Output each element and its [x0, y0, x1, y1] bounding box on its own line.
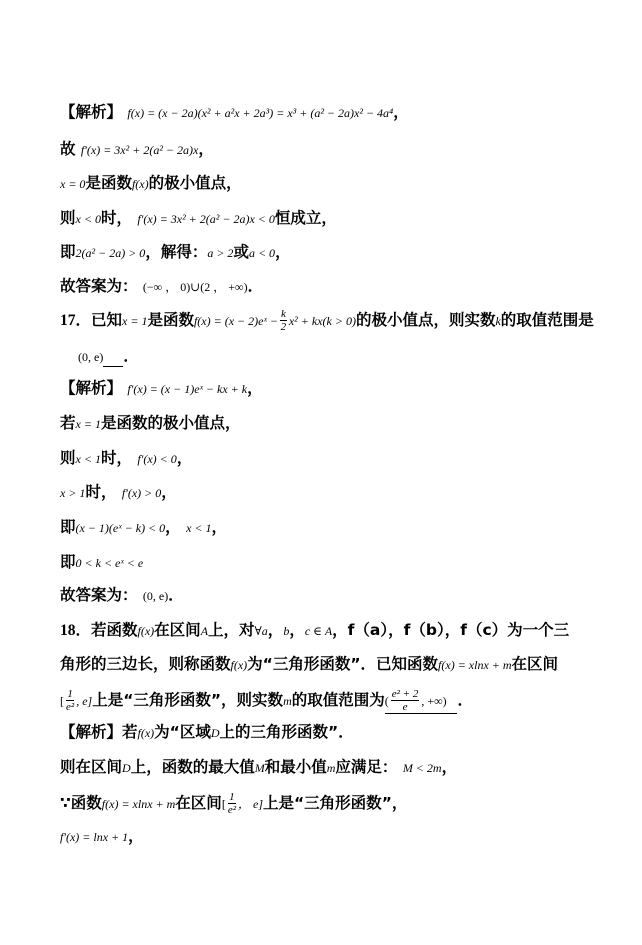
- solution-17-line-1: [60, 378, 263, 399]
- formula: ∀a: [254, 624, 268, 638]
- solution-18-line-1: [60, 722, 354, 743]
- punct: ，: [332, 621, 348, 639]
- answer-line-17: [60, 585, 184, 606]
- text: f（a），f（b），f（c）为一个三: [347, 621, 570, 639]
- text: 故答案为：: [60, 277, 138, 295]
- numerator: 1: [229, 791, 235, 803]
- formula: f′(x) = 3x² + 2(a² − 2a)x < 0: [137, 212, 275, 226]
- text: 是函数: [147, 311, 194, 329]
- punct: ，: [289, 621, 305, 639]
- text: 上，对: [208, 621, 255, 639]
- punct: ，: [247, 379, 263, 397]
- solution-line-3: [60, 173, 242, 194]
- formula: k: [495, 314, 501, 328]
- denominator: 2: [280, 321, 287, 333]
- text: 则在区间: [60, 758, 123, 776]
- formula-f-expansion: f(x) = (x − 2a)(x² + a²x + 2a³) = x³ + (a² − 2a)x² − 4a⁴: [127, 106, 394, 120]
- formula: f′(x) = (x − 1)eˣ − kx + k: [127, 382, 248, 396]
- text: 即: [60, 243, 76, 261]
- fraction-1-over-e2: [228, 791, 236, 816]
- text: 上是“三角形函数”，则实数: [92, 691, 284, 709]
- fraction-1-over-e2: [66, 688, 74, 713]
- solution-17-line-2: [60, 413, 240, 434]
- formula: m: [283, 694, 292, 708]
- answer-formula: (−∞ ， 0)∪(2 ， +∞): [142, 280, 248, 294]
- question-17-answer: [78, 346, 139, 367]
- question-18-line-3: [60, 688, 473, 714]
- formula: x > 1: [60, 486, 86, 500]
- denominator: e²: [227, 804, 236, 816]
- punct: ．: [247, 277, 264, 295]
- solution-17-line-3: [60, 448, 192, 469]
- text: 在区间: [154, 621, 201, 639]
- formula: f(x) = xlnx + m: [101, 797, 176, 811]
- punct: ．: [123, 347, 139, 365]
- formula: 0 < k < eˣ < e: [75, 556, 144, 570]
- punct: ．: [457, 691, 473, 709]
- question-18-line-2: [60, 654, 558, 675]
- text: 【解析】若: [60, 723, 138, 741]
- formula: f(x): [137, 624, 155, 638]
- punct: ，: [165, 518, 181, 536]
- formula: , e]: [76, 694, 93, 708]
- text: ∵函数: [60, 794, 102, 812]
- text: 时，: [85, 483, 117, 501]
- denominator: e: [402, 701, 408, 713]
- formula: f(x): [131, 177, 149, 191]
- text: 时，: [100, 449, 132, 467]
- text: 则: [60, 209, 76, 227]
- text: 上的三角形函数”．: [219, 723, 354, 741]
- answer-formula: (0, e): [142, 589, 169, 603]
- formula: ， e]: [238, 797, 263, 811]
- solution-line-1: [60, 102, 409, 123]
- formula: b: [283, 624, 290, 638]
- formula-derivative: f′(x) = 3x² + 2(a² − 2a)x: [80, 143, 199, 157]
- formula: f(x): [137, 726, 155, 740]
- punct: ，: [128, 827, 144, 845]
- question-18-line-1: [60, 620, 569, 641]
- text: 即: [60, 518, 76, 536]
- question-number: 17．已知: [60, 312, 123, 329]
- text: 的取值范围是: [500, 311, 594, 329]
- formula: f(x): [230, 658, 248, 672]
- numerator: e² + 2: [391, 688, 419, 700]
- text: 的极小值点，则实数: [355, 311, 496, 329]
- formula: f′(x) = lnx + 1: [60, 830, 129, 844]
- formula: x < 0: [75, 212, 101, 226]
- text: 的极小值点，: [148, 174, 242, 192]
- punct: ，: [176, 449, 193, 467]
- punct: ，: [161, 483, 177, 501]
- text: 时，: [100, 209, 132, 227]
- text: 上是“三角形函数”，: [263, 794, 408, 812]
- solution-line-4: [60, 208, 337, 229]
- solution-18-line-3: [60, 791, 407, 816]
- numerator: k: [280, 308, 286, 320]
- text: 是函数的极小值点，: [100, 414, 241, 432]
- formula: x² + kx(k > 0): [288, 314, 356, 328]
- formula: a < 0: [248, 246, 276, 260]
- formula: M < 2m: [402, 761, 442, 775]
- text: 即: [60, 553, 76, 571]
- solution-17-line-4: [60, 482, 177, 503]
- formula: m: [326, 761, 336, 775]
- text: 故: [60, 140, 76, 158]
- answer-formula: (0, e): [78, 350, 104, 364]
- fraction-k-over-2: [280, 308, 287, 333]
- solution-line-5: [60, 242, 291, 263]
- numerator: 1: [67, 688, 73, 700]
- formula: f′(x) > 0: [121, 486, 162, 500]
- solution-label: 【解析】: [60, 379, 123, 397]
- solution-18-line-2: [60, 757, 457, 778]
- text: 或: [233, 243, 249, 261]
- punct: ，: [393, 103, 409, 121]
- text: 上，函数的最大值: [130, 758, 255, 776]
- formula: x < 1: [186, 521, 212, 535]
- formula: f(x) = (x − 2)eˣ −: [193, 314, 278, 328]
- bracket: (: [384, 694, 389, 708]
- punct: ，: [211, 518, 228, 536]
- text: 为“区域: [154, 723, 211, 741]
- text: 在区间: [511, 655, 559, 673]
- text: 应满足：: [335, 758, 398, 776]
- formula: D: [210, 726, 220, 740]
- formula: (x − 1)(eˣ − k) < 0: [75, 521, 166, 535]
- solution-line-2: [60, 139, 214, 160]
- text: 和最小值: [264, 758, 327, 776]
- formula: f(x) = xlnx + m: [438, 658, 512, 672]
- text: 在区间: [175, 794, 222, 812]
- punct: ，: [198, 140, 214, 158]
- solution-17-line-5: [60, 517, 227, 538]
- text: 若: [60, 414, 76, 432]
- formula: c ∈ A: [304, 624, 333, 638]
- answer-blank: [103, 346, 123, 367]
- formula: x = 1: [122, 314, 148, 328]
- formula: f′(x) < 0: [137, 452, 177, 466]
- punct: ，: [441, 758, 458, 776]
- bracket: [: [221, 797, 226, 811]
- punct: ．: [168, 586, 184, 604]
- formula: x = 1: [75, 417, 101, 431]
- formula: A: [200, 624, 209, 638]
- text: 恒成立，: [274, 209, 337, 227]
- formula: , +∞): [421, 694, 447, 708]
- denominator: e²: [66, 701, 75, 713]
- formula: 2(a² − 2a) > 0: [75, 246, 146, 260]
- bracket: [: [60, 694, 64, 708]
- formula: a > 2: [207, 246, 234, 260]
- question-17: [60, 308, 594, 333]
- punct: ，: [267, 621, 284, 639]
- formula: x < 1: [75, 452, 101, 466]
- question-number: 18．若函数: [60, 622, 138, 639]
- text: ，解得：: [145, 243, 208, 261]
- fraction-e2plus2-over-e: [391, 688, 420, 713]
- text: 故答案为：: [60, 586, 138, 604]
- formula: x = 0: [60, 177, 86, 191]
- text: 的取值范围为: [291, 691, 385, 709]
- formula: D: [122, 761, 131, 775]
- solution-label: 【解析】: [60, 103, 123, 121]
- text: 为“三角形函数”．已知函数: [247, 655, 439, 673]
- formula: M: [254, 761, 265, 775]
- text: 则: [60, 449, 76, 467]
- solution-17-line-6: [60, 552, 143, 573]
- answer-line-16: [60, 276, 263, 297]
- solution-18-line-4: [60, 826, 144, 847]
- answer-blank: [385, 688, 458, 714]
- text: 是函数: [85, 174, 132, 192]
- text: 角形的三边长，则称函数: [60, 655, 231, 673]
- punct: ，: [275, 243, 291, 261]
